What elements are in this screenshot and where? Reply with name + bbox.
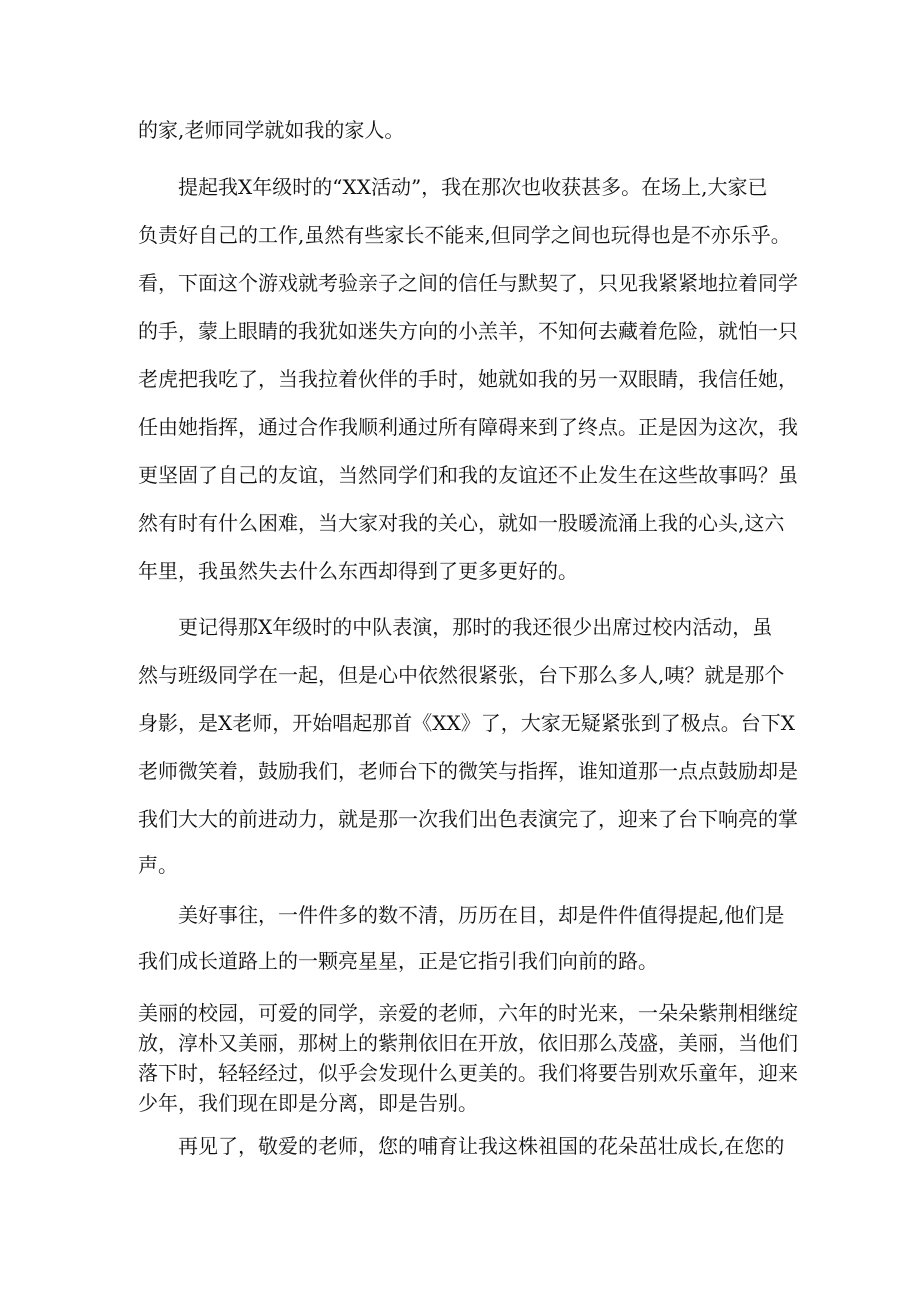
text-line: 我们成长道路上的一颗亮星星，正是它指引我们向前的路。 [138, 949, 658, 973]
text-line: 的家,老师同学就如我的家人。 [138, 118, 405, 142]
text-line: 美好事往，一件件多的数不清，历历在目，却是件件值得提起,他们是 [178, 903, 785, 927]
text-line: 落下时，轻轻经过，似乎会发现什么更美的。我们将要告别欢乐童年，迎来 [138, 1061, 798, 1085]
text-line: 负责好自己的工作,虽然有些家长不能来,但同学之间也玩得也是不亦乐乎。 [138, 223, 791, 247]
text-line: 老虎把我吃了，当我拉着伙伴的手时，她就如我的另一双眼睛，我信任她， [138, 367, 798, 391]
text-line: 然与班级同学在一起，但是心中依然很紧张，台下那么多人,咦？就是那个 [138, 663, 785, 687]
text-line: 声。 [138, 853, 178, 877]
text-line: 年里，我虽然失去什么东西却得到了更多更好的。 [138, 559, 578, 583]
text-line: 然有时有什么困难，当大家对我的关心，就如一股暖流涌上我的心头,这六 [138, 511, 785, 535]
text-line: 老师微笑着，鼓励我们，老师台下的微笑与指挥，谁知道那一点点鼓励却是 [138, 759, 798, 783]
text-line: 任由她指挥，通过合作我顺利通过所有障碍来到了终点。正是因为这次，我 [138, 415, 798, 439]
text-line: 的手，蒙上眼睛的我犹如迷失方向的小羔羊，不知何去藏着危险，就怕一只 [138, 319, 798, 343]
text-line: 少年，我们现在即是分离，即是告别。 [138, 1091, 478, 1115]
text-line: 我们大大的前进动力，就是那一次我们出色表演完了，迎来了台下响亮的掌 [138, 807, 798, 831]
text-line: 身影，是X老师，开始唱起那首《XX》了，大家无疑紧张到了极点。台下X [138, 711, 795, 735]
text-line: 更坚固了自己的友谊，当然同学们和我的友谊还不止发生在这些故事吗？虽 [138, 463, 798, 487]
text-line: 放，淳朴又美丽，那树上的紫荆依旧在开放，依旧那么茂盛，美丽，当他们 [138, 1031, 798, 1055]
text-line: 看，下面这个游戏就考验亲子之间的信任与默契了，只见我紧紧地拉着同学 [138, 271, 798, 295]
text-line: 再见了，敬爱的老师，您的哺育让我这株祖国的花朵茁壮成长,在您的 [178, 1134, 785, 1158]
text-line: 美丽的校园，可爱的同学，亲爱的老师，六年的时光来，一朵朵紫荆相继绽 [138, 1001, 798, 1025]
text-line: 更记得那X年级时的中队表演，那时的我还很少出席过校内活动，虽 [178, 615, 773, 639]
text-line: 提起我X年级时的“XX活动”，我在那次也收获甚多。在场上,大家已 [178, 175, 768, 199]
